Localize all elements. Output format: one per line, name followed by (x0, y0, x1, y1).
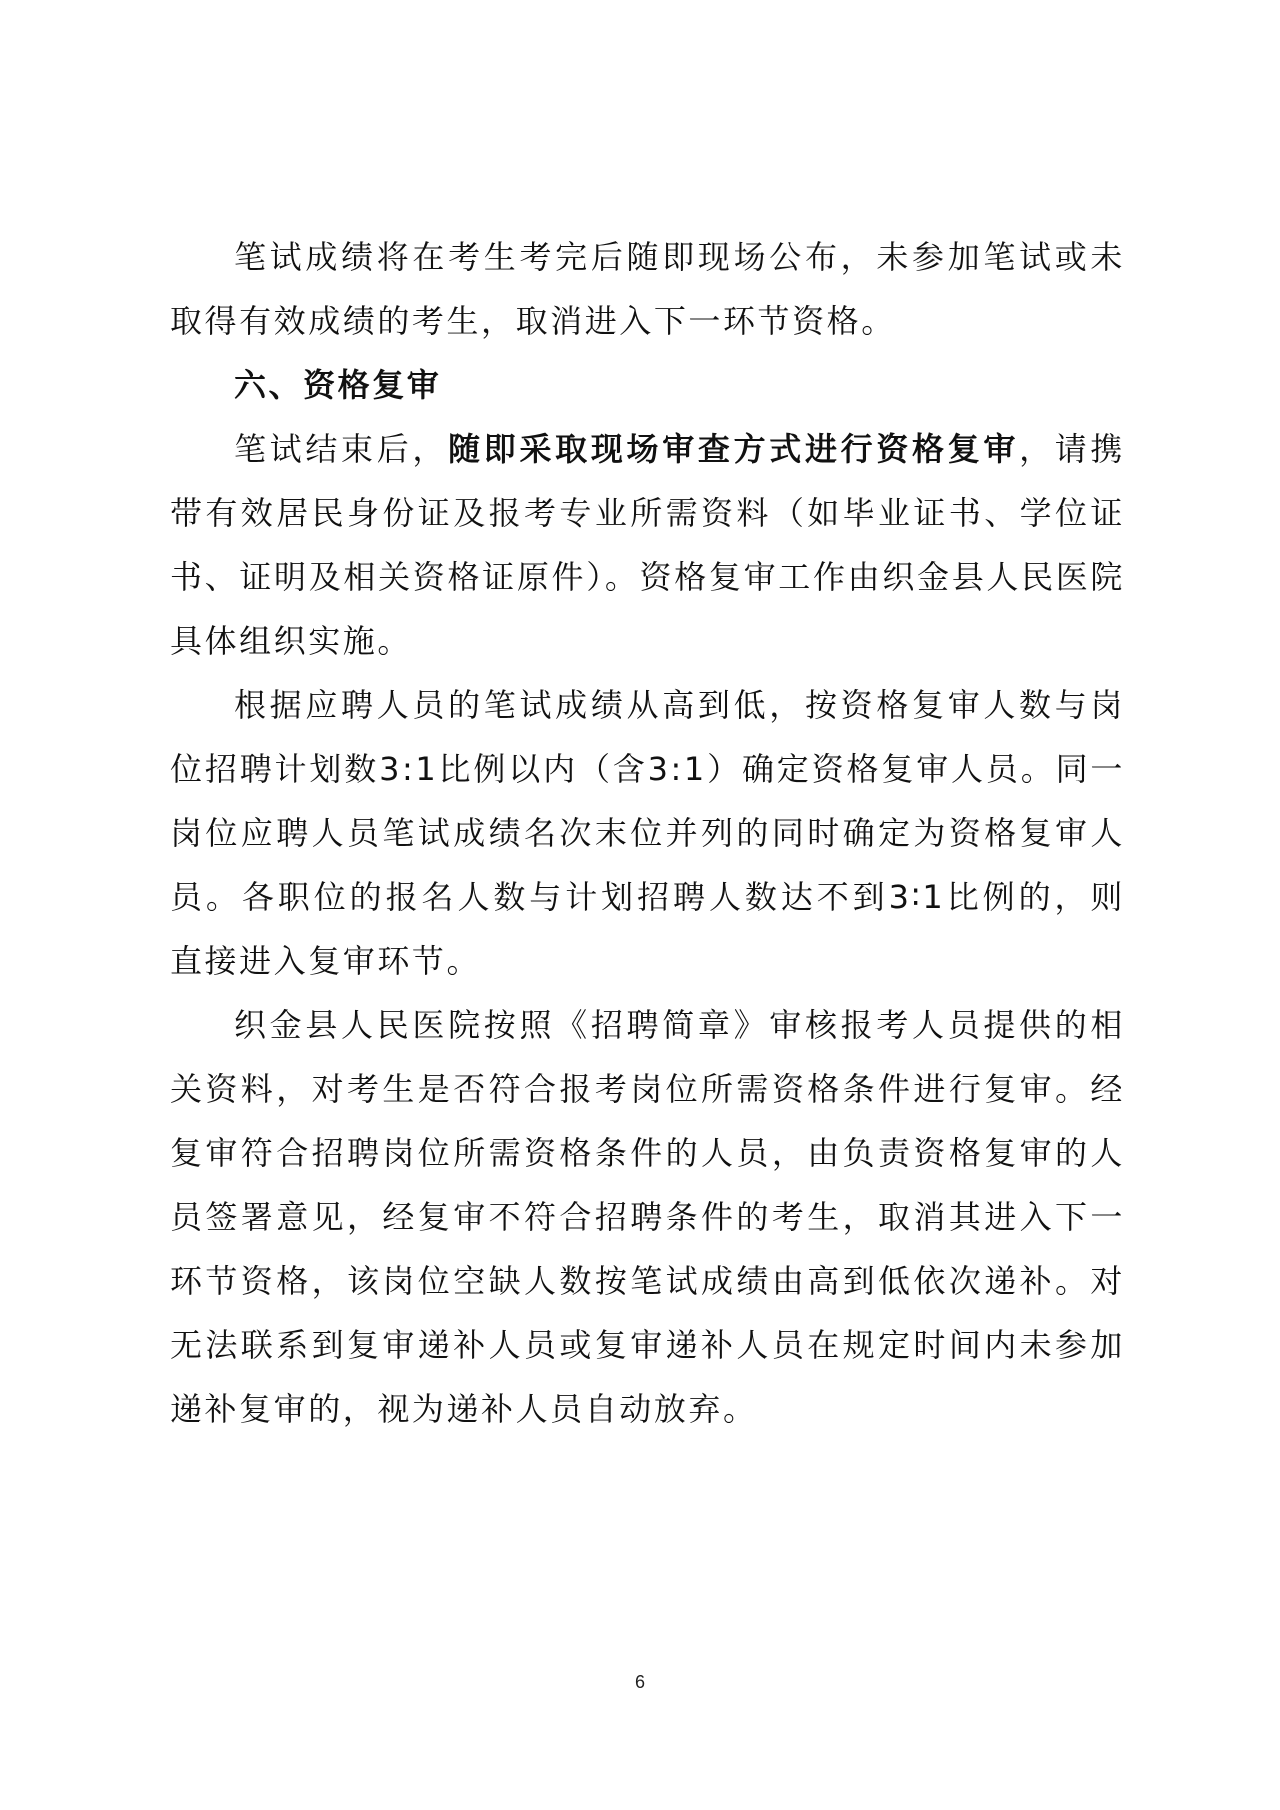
paragraph-review-ratio: 根据应聘人员的笔试成绩从高到低，按资格复审人数与岗位招聘计划数3:1比例以内（含3:1）确定资格复审人员。同一岗位应聘人员笔试成绩名次末位并列的同时确定为资格复审人员。各职位的报名人数与计划招聘人数达不到3∶1比例的，则直接进入复审环节。 (170, 686, 1125, 980)
paragraph-qualification-review-suffix: ，请携带有效居民身份证及报考专业所需资料（如毕业证书、学位证书、证明及相关资格证原件）。资格复审工作由织金县人民医院具体组织实施。 (170, 430, 1125, 660)
section-heading-qualification-review: 六、资格复审 (234, 366, 442, 404)
paragraph-qualification-review (170, 417, 1125, 673)
document-body (170, 225, 1125, 1441)
paragraph-qualification-review-prefix: 笔试结束后， (234, 430, 449, 468)
paragraph-written-exam-results: 笔试成绩将在考生考完后随即现场公布，未参加笔试或未取得有效成绩的考生，取消进入下一环节资格。 (170, 238, 1125, 340)
page-number: 6 (634, 1672, 645, 1692)
paragraph-review-process: 织金县人民医院按照《招聘简章》审核报考人员提供的相关资料，对考生是否符合报考岗位所需资格条件进行复审。经复审符合招聘岗位所需资格条件的人员，由负责资格复审的人员签署意见，经复审不符合招聘条件的考生，取消其进入下一环节资格，该岗位空缺人数按笔试成绩由高到低依次递补。对无法联系到复审递补人员或复审递补人员在规定时间内未参加递补复审的，视为递补人员自动放弃。 (170, 1006, 1125, 1428)
paragraph-qualification-review-emphasis: 随即采取现场审查方式进行资格复审 (448, 430, 1020, 468)
